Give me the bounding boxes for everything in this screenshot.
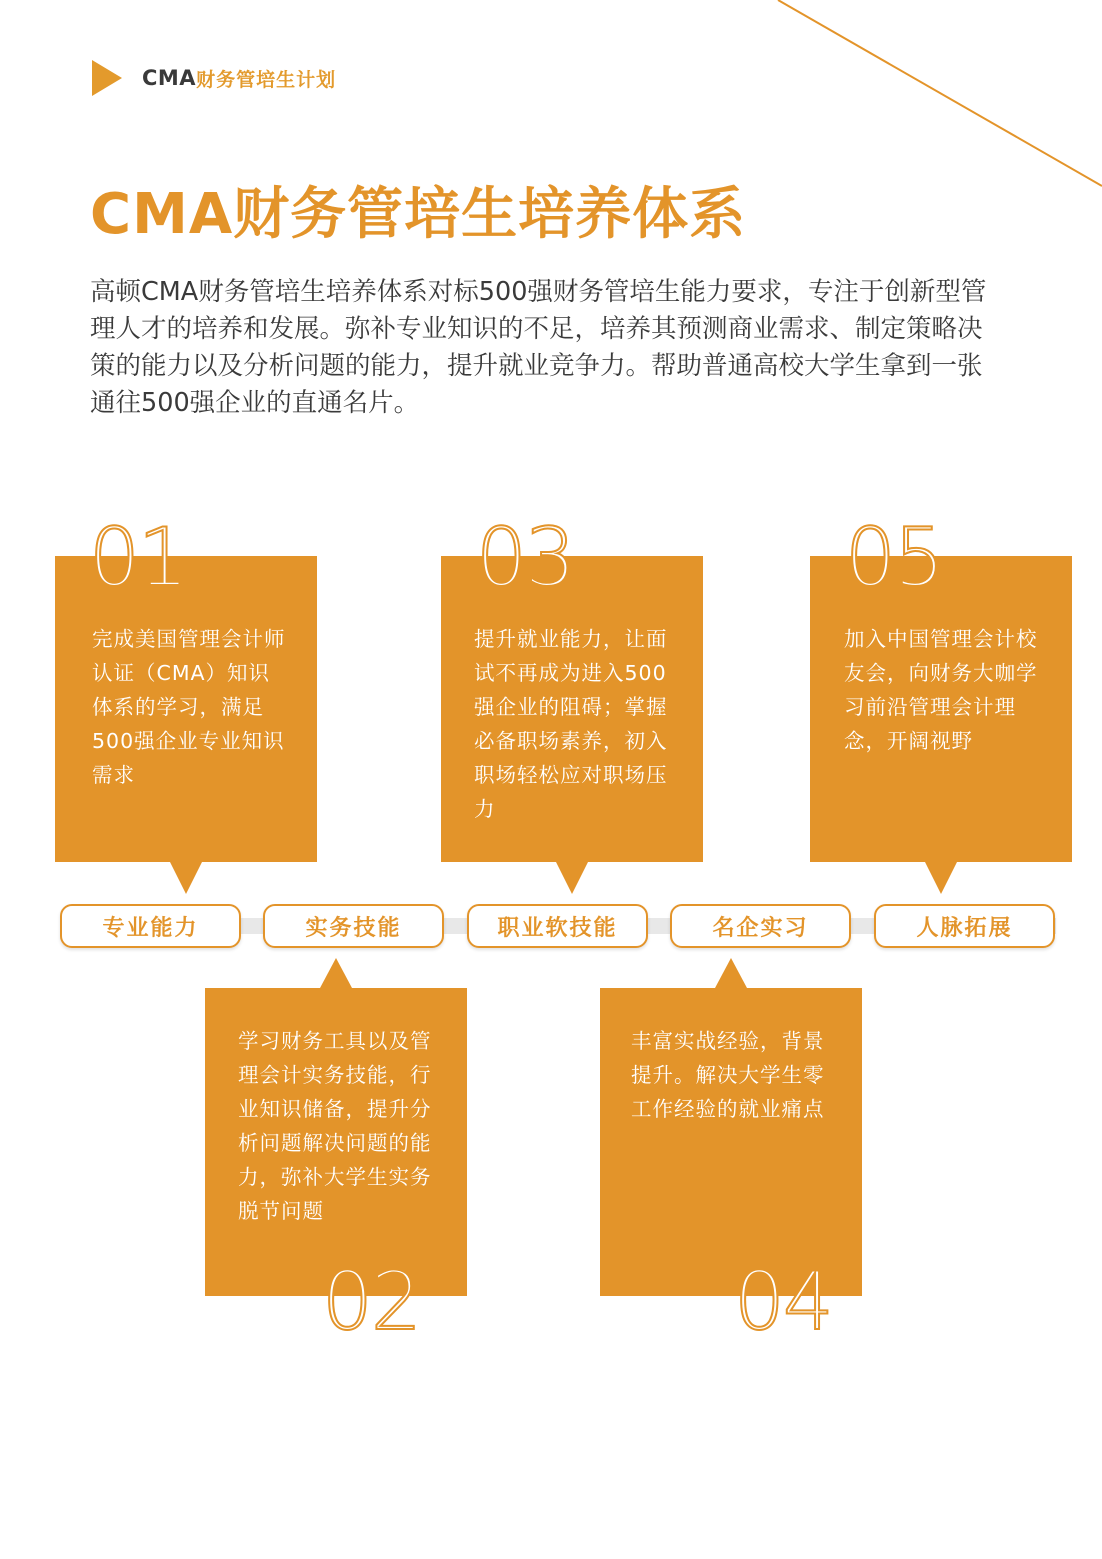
page-title: CMA财务管培生培养体系 — [90, 182, 747, 247]
stage-label-02: 实务技能 — [263, 904, 444, 948]
stage-label-03: 职业软技能 — [467, 904, 648, 948]
stage-number: 02 — [322, 1255, 420, 1348]
header — [92, 60, 336, 96]
intro-paragraph: 高顿CMA财务管培生培养体系对标500强财务管培生能力要求，专注于创新型管理人才的培养和发展。弥补专业知识的不足，培养其预测商业需求、制定策略决策的能力以及分析问题的能力，提升就业竞争力。帮助普通高校大学生拿到一张通往500强企业的直通名片。 — [90, 277, 987, 418]
stage-number: 01 — [89, 511, 187, 604]
stage-text: 提升就业能力，让面试不再成为进入500强企业的阻碍；掌握必备职场素养，初入职场轻松应对职场压力 — [474, 627, 668, 821]
stage-number: 04 — [734, 1255, 832, 1348]
stage-label-04: 名企实习 — [670, 904, 851, 948]
stage-text: 加入中国管理会计校友会，向财务大咖学习前沿管理会计理念，开阔视野 — [844, 627, 1038, 753]
stage-text: 完成美国管理会计师 认证（CMA）知识体系的学习，满足500强企业专业知识需求 — [92, 627, 286, 787]
stage-card-04 — [600, 988, 862, 1296]
stage-number: 03 — [476, 511, 574, 604]
stage-label-01: 专业能力 — [60, 904, 241, 948]
play-triangle-icon — [92, 60, 122, 96]
stage-text: 学习财务工具以及管理会计实务技能，行业知识储备，提升分析问题解决问题的能力，弥补大学生实务脱节问题 — [238, 1029, 432, 1223]
stage-label-05: 人脉拓展 — [874, 904, 1055, 948]
header-subtitle: 财务管培生计划 — [196, 68, 337, 91]
stage-number: 05 — [845, 511, 943, 604]
stage-text: 丰富实战经验，背景提升。解决大学生零工作经验的就业痛点 — [631, 1029, 825, 1121]
stage-card-02 — [205, 988, 467, 1296]
header-brand: CMA — [142, 66, 197, 90]
